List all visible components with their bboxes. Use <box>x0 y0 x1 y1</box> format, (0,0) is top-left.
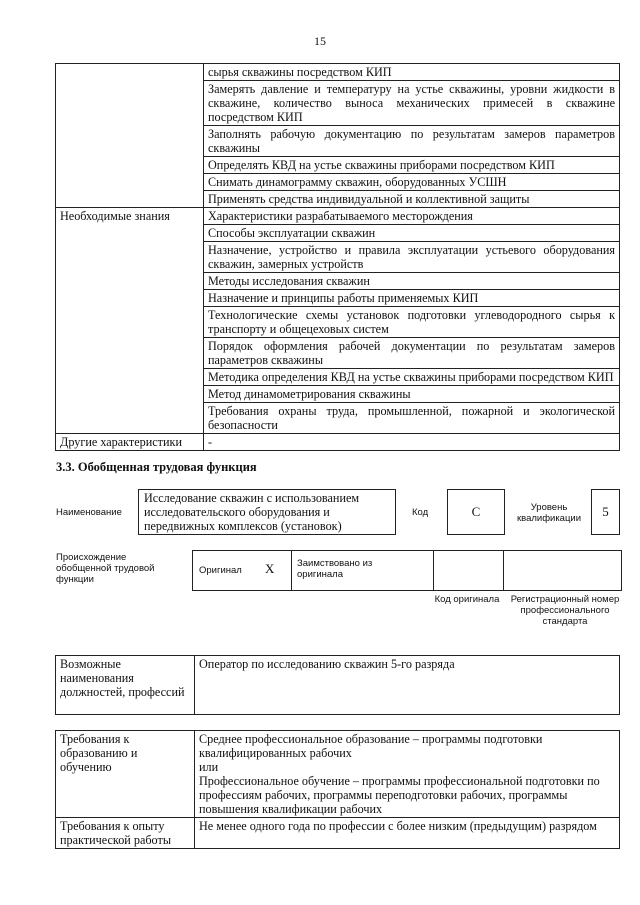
name-label: Наименование <box>56 507 122 518</box>
other-characteristics-value: - <box>204 434 620 451</box>
original-label: Оригинал <box>199 565 242 576</box>
positions-value: Оператор по исследованию скважин 5-го разряда <box>195 656 620 715</box>
code-original-label: Код оригинала <box>434 594 500 605</box>
skill-item: Заполнять рабочую документацию по результатам замеров параметров скважины <box>204 126 620 157</box>
page-number: 15 <box>314 34 326 48</box>
table-row <box>56 434 620 451</box>
knowledge-item: Порядок оформления рабочей документации по результатам замеров параметров скважины <box>204 338 620 369</box>
function-name-box: Исследование скважин с использованием исследовательского оборудования и передвижных комплексов (установок) <box>138 489 396 535</box>
divider <box>503 551 504 590</box>
knowledge-item: Характеристики разрабатываемого месторождения <box>204 208 620 225</box>
positions-table <box>55 655 620 715</box>
experience-label: Требования к опыту практической работы <box>56 818 195 849</box>
knowledge-item: Методы исследования скважин <box>204 273 620 290</box>
knowledge-item: Методика определения КВД на устье скважины приборами посредством КИП <box>204 369 620 386</box>
education-value <box>195 731 620 818</box>
table-row <box>56 656 620 715</box>
skill-item: Применять средства индивидуальной и коллективной защиты <box>204 191 620 208</box>
origin-label: Происхождение обобщенной трудовой функции <box>56 552 155 585</box>
education-line: или <box>199 760 219 774</box>
level-label: Уровень квалификации <box>516 502 582 524</box>
skill-item: Замерять давление и температуру на устье скважины, уровни жидкости в скважине, количество выноса механических примесей в скважине посредством КИП <box>204 81 620 126</box>
knowledge-item: Метод динамометрирования скважины <box>204 386 620 403</box>
continued-label-cell <box>56 64 204 208</box>
table-row <box>56 208 620 225</box>
education-line: Среднее профессиональное образование – программы подготовки квалифицированных рабочих <box>199 732 543 760</box>
knowledge-item: Технологические схемы установок подготовки углеводородного сырья к транспорту и общецеховых систем <box>204 307 620 338</box>
divider <box>291 551 292 590</box>
knowledge-item: Назначение, устройство и правила эксплуатации устьевого оборудования скважин, замерных устройств <box>204 242 620 273</box>
original-mark: X <box>265 561 275 576</box>
positions-label: Возможные наименования должностей, профессий <box>56 656 195 715</box>
competency-table <box>55 63 620 451</box>
divider <box>433 551 434 590</box>
education-label: Требования к образованию и обучению <box>56 731 195 818</box>
education-line: Профессиональное обучение – программы профессиональной подготовки по профессиям рабочих, программы переподготовки рабочих, программы повышения квалификации рабочих <box>199 774 600 816</box>
knowledge-item: Требования охраны труда, промышленной, пожарной и экологической безопасности <box>204 403 620 434</box>
level-value-box: 5 <box>591 489 620 535</box>
borrowed-label: Заимствовано из оригинала <box>297 558 373 580</box>
skill-item: Определять КВД на устье скважины приборами посредством КИП <box>204 157 620 174</box>
origin-row <box>192 550 622 591</box>
section-heading: 3.3. Обобщенная трудовая функция <box>56 460 257 474</box>
table-row <box>56 64 620 81</box>
knowledge-item: Назначение и принципы работы применяемых КИП <box>204 290 620 307</box>
table-row <box>56 731 620 818</box>
experience-value: Не менее одного года по профессии с более низким (предыдущим) разрядом <box>195 818 620 849</box>
knowledge-item: Способы эксплуатации скважин <box>204 225 620 242</box>
reg-number-label: Регистрационный номер профессионального стандарта <box>510 594 620 627</box>
code-label: Код <box>412 507 429 518</box>
code-value-box: C <box>447 489 505 535</box>
knowledge-label: Необходимые знания <box>56 208 204 434</box>
requirements-table <box>55 730 620 849</box>
table-row <box>56 818 620 849</box>
other-characteristics-label: Другие характеристики <box>56 434 204 451</box>
skill-item: сырья скважины посредством КИП <box>204 64 620 81</box>
skill-item: Снимать динамограмму скважин, оборудованных УСШН <box>204 174 620 191</box>
